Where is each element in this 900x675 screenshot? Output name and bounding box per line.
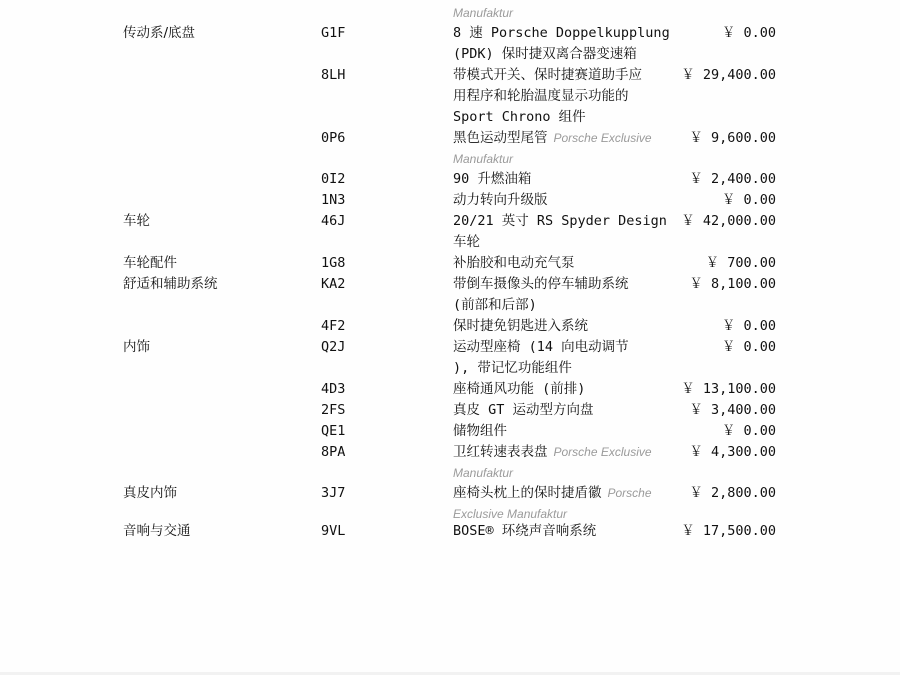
row-price: ￥ 29,400.00 [681,67,776,83]
description-line [453,379,685,400]
row-price: ￥ 4,300.00 [689,444,776,460]
row-category: 车轮配件 [123,255,177,271]
row-option-code: 0I2 [321,171,346,187]
description-line [453,253,685,274]
row-option-code: 4F2 [321,318,346,334]
row-option-code: 1N3 [321,192,346,208]
row-option-code: 2FS [321,402,346,418]
description-line [453,442,685,463]
row-option-code: Q2J [321,339,346,355]
row-description [453,65,685,128]
description-line [453,44,685,65]
description-line [453,23,685,44]
row-price: ￥ 17,500.00 [681,523,776,539]
description-line [453,316,685,337]
row-category: 舒适和辅助系统 [123,276,218,292]
row-description [453,337,685,379]
row-description [453,400,685,421]
row-description [453,483,685,525]
row-option-code: 46J [321,213,346,229]
description-text: 动力转向升级版 [453,192,548,208]
description-line [453,358,685,379]
row-price: ￥ 13,100.00 [681,381,776,397]
row-option-code: 8PA [321,444,346,460]
row-option-code: 1G8 [321,255,346,271]
description-text: 20/21 英寸 RS Spyder Design [453,213,667,229]
description-text: 黑色运动型尾管 [453,130,548,146]
row-description [453,521,685,542]
description-text: 座椅通风功能 (前排) [453,381,586,397]
description-text: ), 带记忆功能组件 [453,360,572,376]
row-price: ￥ 0.00 [721,192,776,208]
description-line [453,86,685,107]
row-description [453,316,685,337]
row-description [453,128,685,170]
row-price: ￥ 0.00 [721,25,776,41]
description-line [453,421,685,442]
row-category: 真皮内饰 [123,485,177,501]
row-price: ￥ 0.00 [721,318,776,334]
row-option-code: 4D3 [321,381,346,397]
description-line [453,128,685,149]
row-description [453,23,685,65]
description-text: 保时捷免钥匙进入系统 [453,318,588,334]
row-description [453,274,685,316]
row-price: ￥ 8,100.00 [689,276,776,292]
exclusive-manufaktur-tag-continued: Manufaktur [453,152,514,166]
description-text: 90 升燃油箱 [453,171,532,187]
description-text: 运动型座椅 (14 向电动调节 [453,339,629,355]
row-price: ￥ 42,000.00 [681,213,776,229]
description-text: 卫红转速表表盘 [453,444,548,460]
exclusive-manufaktur-tag: Porsche [607,486,652,500]
row-option-code: 3J7 [321,485,346,501]
exclusive-manufaktur-tag-continued: Manufaktur [453,466,514,480]
description-line [453,190,685,211]
description-line [453,107,685,128]
row-option-code: 8LH [321,67,346,83]
row-description [453,379,685,400]
exclusive-manufaktur-tag: Porsche Exclusive [553,131,652,145]
exclusive-manufaktur-tag: Porsche Exclusive [553,445,652,459]
description-text: 补胎胶和电动充气泵 [453,255,575,271]
row-price: ￥ 3,400.00 [689,402,776,418]
row-category: 内饰 [123,339,150,355]
row-price: ￥ 0.00 [721,423,776,439]
description-line [453,65,685,86]
row-price: ￥ 2,400.00 [689,171,776,187]
description-line [453,337,685,358]
row-option-code: 9VL [321,523,346,539]
description-text: (PDK) 保时捷双离合器变速箱 [453,46,637,62]
description-text: BOSE® 环绕声音响系统 [453,523,597,539]
description-line [453,211,685,232]
description-text: (前部和后部) [453,297,537,313]
row-description [453,190,685,211]
description-line [453,232,685,253]
row-category: 传动系/底盘 [123,25,196,41]
row-option-code: KA2 [321,276,346,292]
row-category: 车轮 [123,213,150,229]
row-price: ￥ 0.00 [721,339,776,355]
description-line [453,274,685,295]
description-text: 带倒车摄像头的停车辅助系统 [453,276,629,292]
description-text: 座椅头枕上的保时捷盾徽 [453,485,602,501]
row-description [453,442,685,484]
description-text: 车轮 [453,234,480,250]
row-price: ￥ 9,600.00 [689,130,776,146]
header-fragment: Manufaktur [453,6,514,20]
description-line [453,483,685,504]
description-line [453,400,685,421]
row-description [453,169,685,190]
description-line [453,169,685,190]
description-text: 用程序和轮胎温度显示功能的 [453,88,629,104]
description-text: 储物组件 [453,423,507,439]
description-text: 真皮 GT 运动型方向盘 [453,402,594,418]
row-description [453,253,685,274]
row-price: ￥ 2,800.00 [689,485,776,501]
row-price: ￥ 700.00 [705,255,776,271]
row-description [453,211,685,253]
description-text: 8 速 Porsche Doppelkupplung [453,25,670,41]
row-option-code: G1F [321,25,346,41]
exclusive-manufaktur-tag-continued: Exclusive Manufaktur [453,507,568,521]
row-option-code: QE1 [321,423,346,439]
description-line [453,295,685,316]
description-text: Sport Chrono 组件 [453,109,586,125]
row-option-code: 0P6 [321,130,346,146]
row-category: 音响与交通 [123,523,191,539]
description-line [453,521,685,542]
description-text: 带模式开关、保时捷赛道助手应 [453,67,642,83]
row-description [453,421,685,442]
